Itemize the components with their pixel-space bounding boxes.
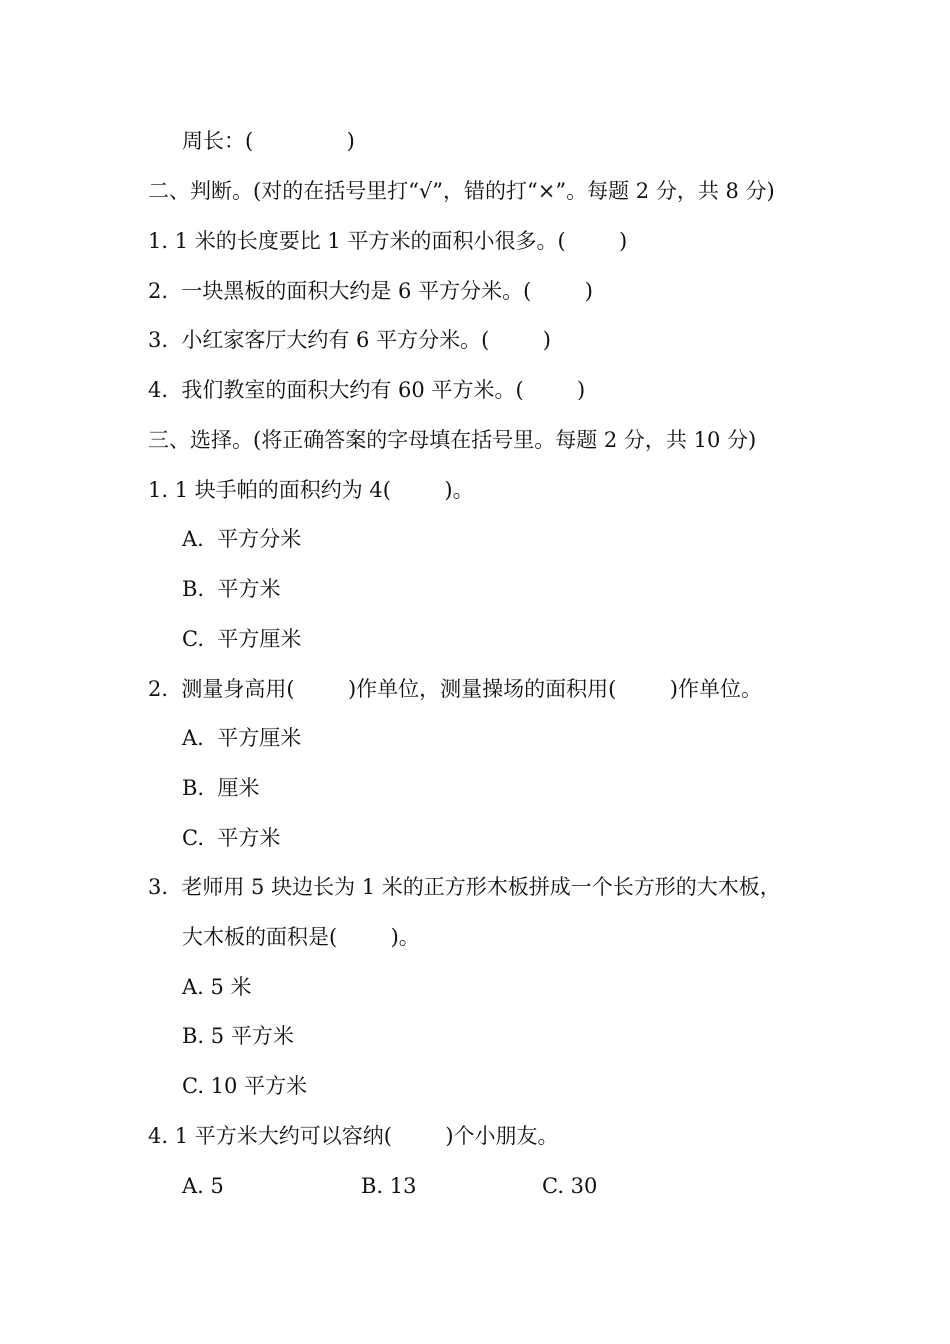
choice-q4-stem: 4. 1 平方米大约可以容纳( )个小朋友。	[148, 1124, 559, 1148]
choice-q3-option-c: C. 10 平方米	[182, 1074, 308, 1098]
choice-q4-option-a: A. 5	[182, 1174, 224, 1198]
perimeter-line: 周长：( )	[182, 129, 355, 153]
choice-q2-option-c: C. 平方米	[182, 826, 281, 850]
choice-q2-stem: 2. 测量身高用( )作单位，测量操场的面积用( )作单位。	[148, 677, 762, 701]
choice-q1-option-b: B. 平方米	[182, 577, 281, 601]
section2-heading: 二、判断。(对的在括号里打“√”，错的打“×”。每题 2 分，共 8 分)	[148, 179, 775, 203]
choice-q2-option-a: A. 平方厘米	[182, 726, 302, 750]
choice-q3-stem-continued: 大木板的面积是( )。	[182, 925, 420, 949]
choice-q3-option-b: B. 5 平方米	[182, 1024, 294, 1048]
section3-heading: 三、选择。(将正确答案的字母填在括号里。每题 2 分，共 10 分)	[148, 428, 757, 452]
judge-item-1: 1. 1 米的长度要比 1 平方米的面积小很多。( )	[148, 229, 628, 253]
choice-q3-option-a: A. 5 米	[182, 975, 252, 999]
choice-q1-option-a: A. 平方分米	[182, 527, 302, 551]
choice-q1-stem: 1. 1 块手帕的面积约为 4( )。	[148, 478, 474, 502]
choice-q3-stem: 3. 老师用 5 块边长为 1 米的正方形木板拼成一个长方形的大木板，	[148, 875, 781, 899]
judge-item-3: 3. 小红家客厅大约有 6 平方分米。( )	[148, 328, 551, 352]
judge-item-2: 2. 一块黑板的面积大约是 6 平方分米。( )	[148, 279, 593, 303]
choice-q1-option-c: C. 平方厘米	[182, 627, 302, 651]
choice-q2-option-b: B. 厘米	[182, 776, 260, 800]
choice-q4-option-c: C. 30	[542, 1174, 598, 1198]
judge-item-4: 4. 我们教室的面积大约有 60 平方米。( )	[148, 378, 586, 402]
choice-q4-option-b: B. 13	[361, 1174, 417, 1198]
